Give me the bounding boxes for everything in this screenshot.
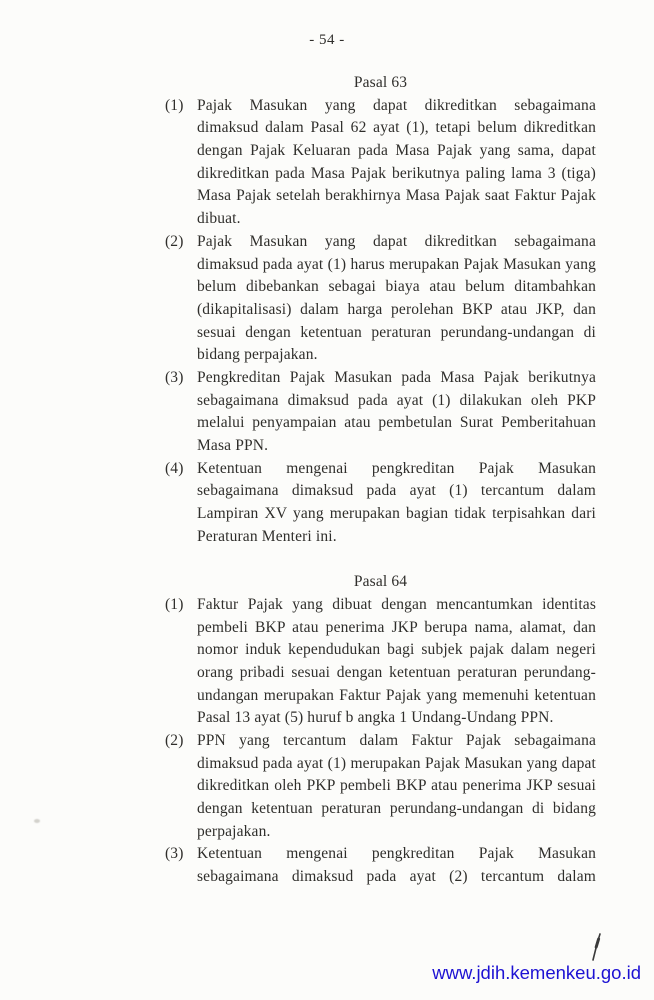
text-line: Pajak Masukan yang dapat dikreditkan sebagaimana (197, 96, 596, 114)
text-line: sebagaimana dimaksud pada ayat (1) tercantum dalam (197, 482, 596, 500)
text-line: sebagaimana dimaksud pada ayat (2) tercantum dalam (197, 868, 596, 886)
article-item (165, 458, 596, 549)
article-pasal-64 (165, 571, 596, 889)
footer-watermark-url: www.jdih.kemenkeu.go.id (432, 962, 641, 983)
text-line: dimaksud pada ayat (1) harus merupakan Pajak Masukan yang (197, 255, 596, 273)
item-number: (2) (165, 731, 184, 749)
text-line: orang pribadi sesuai dengan ketentuan peraturan perundang- (197, 663, 596, 681)
text-line: dimaksud pada ayat (1) merupakan Pajak Masukan yang dapat (197, 754, 596, 772)
text-line: Peraturan Menteri ini. (197, 527, 337, 545)
article-item (165, 95, 596, 231)
text-line: sesuai dengan ketentuan peraturan perundang-undangan di (197, 323, 596, 341)
text-line: sebagaimana dimaksud pada ayat (1) dilakukan oleh PKP (197, 391, 596, 409)
item-number: (4) (165, 459, 184, 477)
text-line: bidang perpajakan. (197, 346, 318, 364)
text-line: dengan ketentuan peraturan perundang-undangan di bidang (197, 800, 596, 817)
text-line: belum dibebankan sebagai biaya atau belum ditambahkan (197, 278, 596, 296)
text-line: Masa PPN. (197, 437, 269, 454)
document-body (165, 72, 596, 889)
article-item (165, 231, 596, 367)
item-number: (3) (165, 845, 184, 863)
handwritten-paraf-stroke-icon (589, 933, 603, 963)
article-item (165, 843, 596, 888)
text-line: Masa Pajak setelah berakhirnya Masa Pajak saat Faktur Pajak (197, 187, 596, 205)
article-item (165, 367, 596, 458)
text-line: dikreditkan pada Masa Pajak berikutnya paling lama 3 (tiga) (197, 164, 596, 182)
article-pasal-63 (165, 72, 596, 548)
text-line: PPN yang tercantum dalam Faktur Pajak sebagaimana (197, 731, 596, 749)
text-line: dibuat. (197, 210, 241, 228)
item-number: (3) (165, 368, 184, 386)
page-number: - 54 - (309, 32, 345, 48)
text-line: (dikapitalisasi) dalam harga perolehan BKP atau JKP, dan (197, 300, 596, 318)
text-line: Lampiran XV yang merupakan bagian tidak terpisahkan dari (197, 505, 596, 523)
text-line: perpajakan. (197, 822, 271, 840)
text-line: melalui penyampaian atau pembetulan Surat Pemberitahuan (197, 414, 596, 432)
text-line: dengan Pajak Keluaran pada Masa Pajak yang sama, dapat (197, 142, 596, 160)
article-item (165, 730, 596, 843)
article-title: Pasal 63 (353, 74, 408, 91)
text-line: Pajak Masukan yang dapat dikreditkan sebagaimana (197, 232, 596, 250)
text-line: pembeli BKP atau penerima JKP berupa nama, alamat, dan (197, 618, 596, 636)
text-line: nomor induk kependudukan bagi subjek pajak dalam negeri (197, 641, 596, 659)
text-line: Faktur Pajak yang dibuat dengan mencantumkan identitas (197, 595, 596, 613)
item-number: (2) (165, 232, 184, 250)
scan-artifact-dot-icon (34, 819, 40, 823)
text-line: Ketentuan mengenai pengkreditan Pajak Masukan (197, 459, 596, 477)
text-line: Pasal 13 ayat (5) huruf b angka 1 Undang-Undang PPN. (197, 709, 554, 727)
article-item (165, 594, 596, 730)
article-title: Pasal 64 (353, 573, 408, 591)
text-line: dikreditkan oleh PKP pembeli BKP atau penerima JKP sesuai (197, 777, 596, 795)
text-line: dimaksud dalam Pasal 62 ayat (1), tetapi belum dikreditkan (197, 119, 596, 137)
text-line: Pengkreditan Pajak Masukan pada Masa Pajak berikutnya (197, 368, 596, 386)
text-line: undangan merupakan Faktur Pajak yang memenuhi ketentuan (197, 686, 596, 704)
item-number: (1) (165, 595, 184, 613)
text-line: Ketentuan mengenai pengkreditan Pajak Masukan (197, 845, 596, 863)
item-number: (1) (165, 96, 184, 114)
